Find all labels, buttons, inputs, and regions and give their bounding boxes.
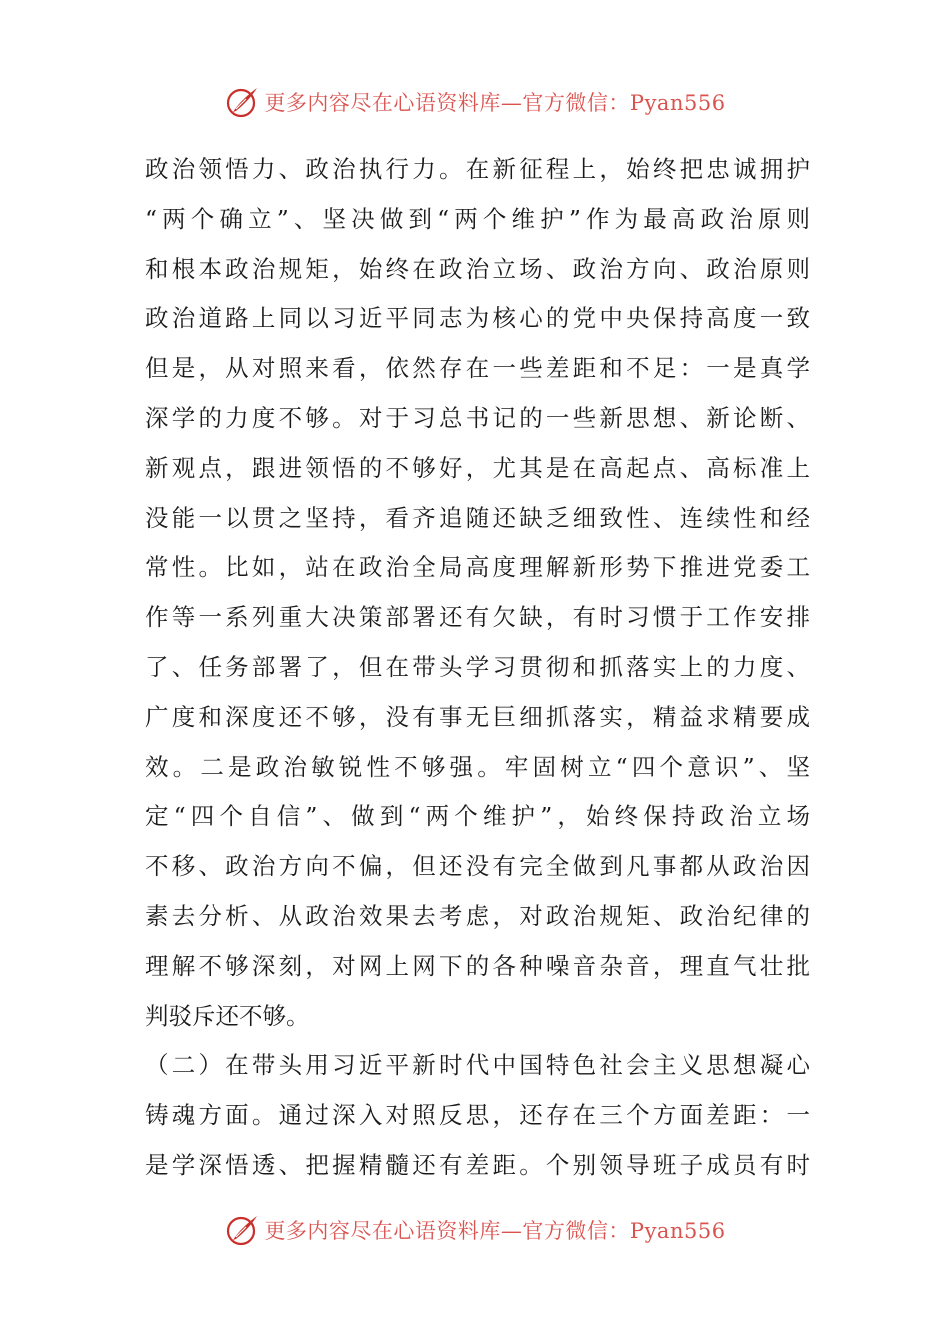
banner-text: 更多内容尽在心语资料库—官方微信：Pyan556 [264,91,726,115]
body-line: “两个确立”、坚决做到“两个维护”作为最高政治原则 [145,204,810,233]
body-line: 但是，从对照来看，依然存在一些差距和不足：一是真学 [145,354,810,383]
body-line: 是学深悟透、把握精髓还有差距。个别领导班子成员有时 [145,1150,810,1179]
body-line: 政治领悟力、政治执行力。在新征程上，始终把忠诚拥护 [145,155,810,183]
body-line: 定“四个自信”、做到“两个维护”，始终保持政治立场 [145,802,810,831]
body-line: 效。二是政治敏锐性不够强。牢固树立“四个意识”、坚 [145,752,810,781]
body-line: 了、任务部署了，但在带头学习贯彻和抓落实上的力度、 [145,652,810,681]
body-line: 深学的力度不够。对于习总书记的一些新思想、新论断、 [145,403,810,432]
document-body [145,145,810,1191]
quill-pen-circle-icon [224,1212,260,1248]
body-line: 作等一系列重大决策部署还有欠缺，有时习惯于工作安排 [145,603,810,632]
quill-pen-circle-icon [224,84,260,120]
body-line: 没能一以贯之坚持，看齐追随还缺乏细致性、连续性和经 [145,503,810,532]
body-line: 广度和深度还不够，没有事无巨细抓落实，精益求精要成 [145,702,810,731]
banner-text: 更多内容尽在心语资料库—官方微信：Pyan556 [264,1219,726,1243]
body-line: 不移、政治方向不偏，但还没有完全做到凡事都从政治因 [145,852,810,881]
body-line: 常性。比如，站在政治全局高度理解新形势下推进党委工 [145,553,810,582]
header-banner [0,82,950,122]
body-line: 和根本政治规矩，始终在政治立场、政治方向、政治原则 [145,254,810,283]
body-line: 新观点，跟进领悟的不够好，尤其是在高起点、高标准上 [145,453,810,482]
section-heading-line: （二）在带头用习近平新时代中国特色社会主义思想凝心 [145,1051,810,1080]
body-line: 判驳斥还不够。 [145,1001,310,1030]
footer-banner [0,1210,950,1250]
body-line: 理解不够深刻，对网上网下的各种噪音杂音，理直气壮批 [145,951,810,980]
body-line: 政治道路上同以习近平同志为核心的党中央保持高度一致 [145,304,810,333]
body-line: 铸魂方面。通过深入对照反思，还存在三个方面差距：一 [145,1101,810,1130]
body-line: 素去分析、从政治效果去考虑，对政治规矩、政治纪律的 [145,901,810,930]
